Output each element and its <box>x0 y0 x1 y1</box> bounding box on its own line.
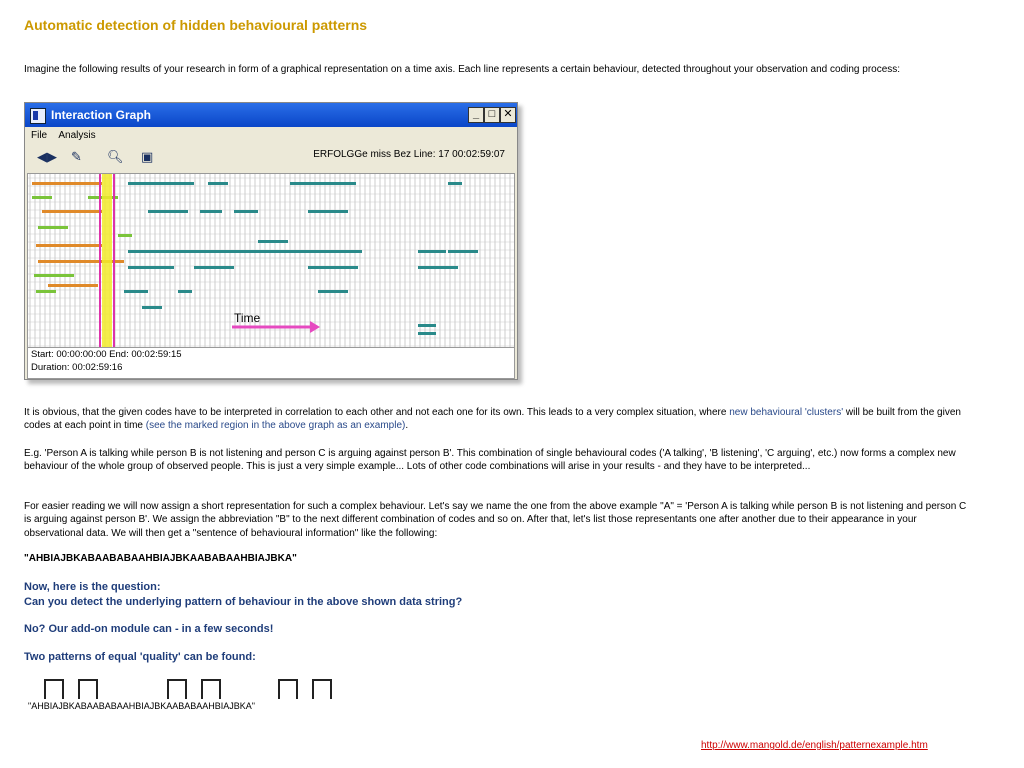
behaviour-bar <box>200 210 222 213</box>
behaviour-bar <box>234 210 258 213</box>
behaviour-bar <box>290 182 356 185</box>
pattern-bracket <box>201 679 221 699</box>
app-icon <box>30 108 46 124</box>
behaviour-bar <box>178 290 192 293</box>
behaviour-bar <box>418 324 436 327</box>
menu-bar <box>31 130 105 141</box>
pattern-diagram <box>28 679 358 715</box>
behaviour-bar <box>318 290 348 293</box>
behaviour-bar <box>448 250 478 253</box>
obvious-paragraph <box>24 406 974 433</box>
behaviour-bar <box>148 210 188 213</box>
behaviour-bar <box>48 284 98 287</box>
behaviour-bar <box>42 210 102 213</box>
behaviour-bar <box>32 182 102 185</box>
status-readout: ERFOLGGe miss Bez Line: 17 00:02:59:07 <box>313 149 505 160</box>
close-button[interactable]: ✕ <box>500 107 516 123</box>
question-text: Can you detect the underlying pattern of behaviour in the above shown data string? <box>24 596 463 608</box>
behaviour-bar <box>308 210 348 213</box>
clusters-link[interactable]: new behavioural 'clusters' <box>729 407 844 418</box>
behaviour-bar <box>38 226 68 229</box>
behaviour-bar <box>36 244 102 247</box>
pattern-bracket <box>278 679 298 699</box>
source-link[interactable]: http://www.mangold.de/english/patternexample.htm <box>701 740 928 751</box>
behaviour-bar <box>418 266 458 269</box>
minimize-button[interactable]: _ <box>468 107 484 123</box>
marked-region-link[interactable]: (see the marked region in the above graph as an example) <box>145 420 406 432</box>
behaviour-bar <box>142 306 162 309</box>
pattern-bracket <box>78 679 98 699</box>
navigate-arrows-icon[interactable]: ◀▶ <box>37 149 57 164</box>
behaviour-bar <box>124 290 148 293</box>
obvious-text-1: It is obvious, that the given codes have to be interpreted in correlation to each other and not each one for its own. This leads to a very complex situation, where <box>24 407 730 418</box>
behaviour-bar <box>308 266 358 269</box>
menu-analysis[interactable]: Analysis <box>58 130 96 141</box>
time-label: Time <box>234 311 261 325</box>
behaviour-bar <box>36 290 56 293</box>
obvious-text-2: will be built from the given codes at each point in time <box>24 407 961 432</box>
behaviour-sequence: "AHBIAJBKABAABABAAHBIAJBKAABABAAHBIAJBKA" <box>24 553 297 564</box>
patterns-heading: Two patterns of equal 'quality' can be found: <box>24 651 256 663</box>
toolbar <box>31 147 511 169</box>
behaviour-bar <box>208 182 228 185</box>
duration-label: Duration: 00:02:59:16 <box>31 362 123 373</box>
behaviour-bar <box>128 266 174 269</box>
intro-paragraph: Imagine the following results of your research in form of a graphical representation on a time axis. Each line represents a certain behaviour, detected throughout your observation and coding process: <box>24 64 901 75</box>
question-heading: Now, here is the question: <box>24 581 161 593</box>
behaviour-bar <box>194 266 234 269</box>
behaviour-bar <box>418 332 436 335</box>
window-titlebar[interactable] <box>25 103 517 127</box>
time-graph[interactable] <box>27 173 515 350</box>
marked-region <box>102 174 112 349</box>
interaction-graph-window <box>24 102 518 380</box>
zoom-icon[interactable]: 🔍︎ <box>107 149 124 164</box>
behaviour-bar <box>448 182 462 185</box>
maximize-button[interactable]: □ <box>484 107 500 123</box>
behaviour-bar <box>32 196 52 199</box>
camera-icon[interactable]: ▣ <box>141 149 154 164</box>
menu-file[interactable]: File <box>31 130 48 141</box>
cursor-tool-icon[interactable]: ✎ <box>71 149 82 164</box>
behaviour-bar <box>128 250 362 253</box>
pattern-bracket <box>312 679 332 699</box>
pattern-bracket <box>167 679 187 699</box>
easier-paragraph: For easier reading we will now assign a short representation for such a complex behaviour. Let's say we name the one from the above example "A" = 'Person A is talking while person B is not listening and person C is arguing against person B'. We assign the abbreviation "B" to the next different combination of codes and so on. After that, let's list those representants one after another due to their appearance in your observational data. We will then get a "sentence of behavioural information" like the following: <box>24 501 967 539</box>
answer-text: No? Our add-on module can - in a few seconds! <box>24 623 274 635</box>
page-title: Automatic detection of hidden behavioural patterns <box>24 17 368 33</box>
pattern-bracket <box>44 679 64 699</box>
behaviour-bar <box>34 274 74 277</box>
behaviour-bar <box>258 240 288 243</box>
example-paragraph: E.g. 'Person A is talking while person B is not listening and person C is arguing against person B'. This combination of single behavioural codes ('A talking', 'B listening', 'C arguing', etc.) now forms a complex new behaviour of the whole group of observed people. This is just a very simple example... Lots of other code combinations will arise in your results - and they have to be interpreted... <box>24 448 956 473</box>
behaviour-bar <box>118 234 132 237</box>
info-panel <box>27 347 515 379</box>
window-title: Interaction Graph <box>51 108 152 122</box>
graph-canvas <box>28 174 514 349</box>
behaviour-bar <box>418 250 446 253</box>
start-end-label: Start: 00:00:00:00 End: 00:02:59:15 <box>31 349 182 360</box>
obvious-text-3: . <box>405 420 409 432</box>
behaviour-bar <box>128 182 194 185</box>
pattern-string: "AHBIAJBKABAABABAAHBIAJBKAABABAAHBIAJBKA" <box>28 701 255 711</box>
